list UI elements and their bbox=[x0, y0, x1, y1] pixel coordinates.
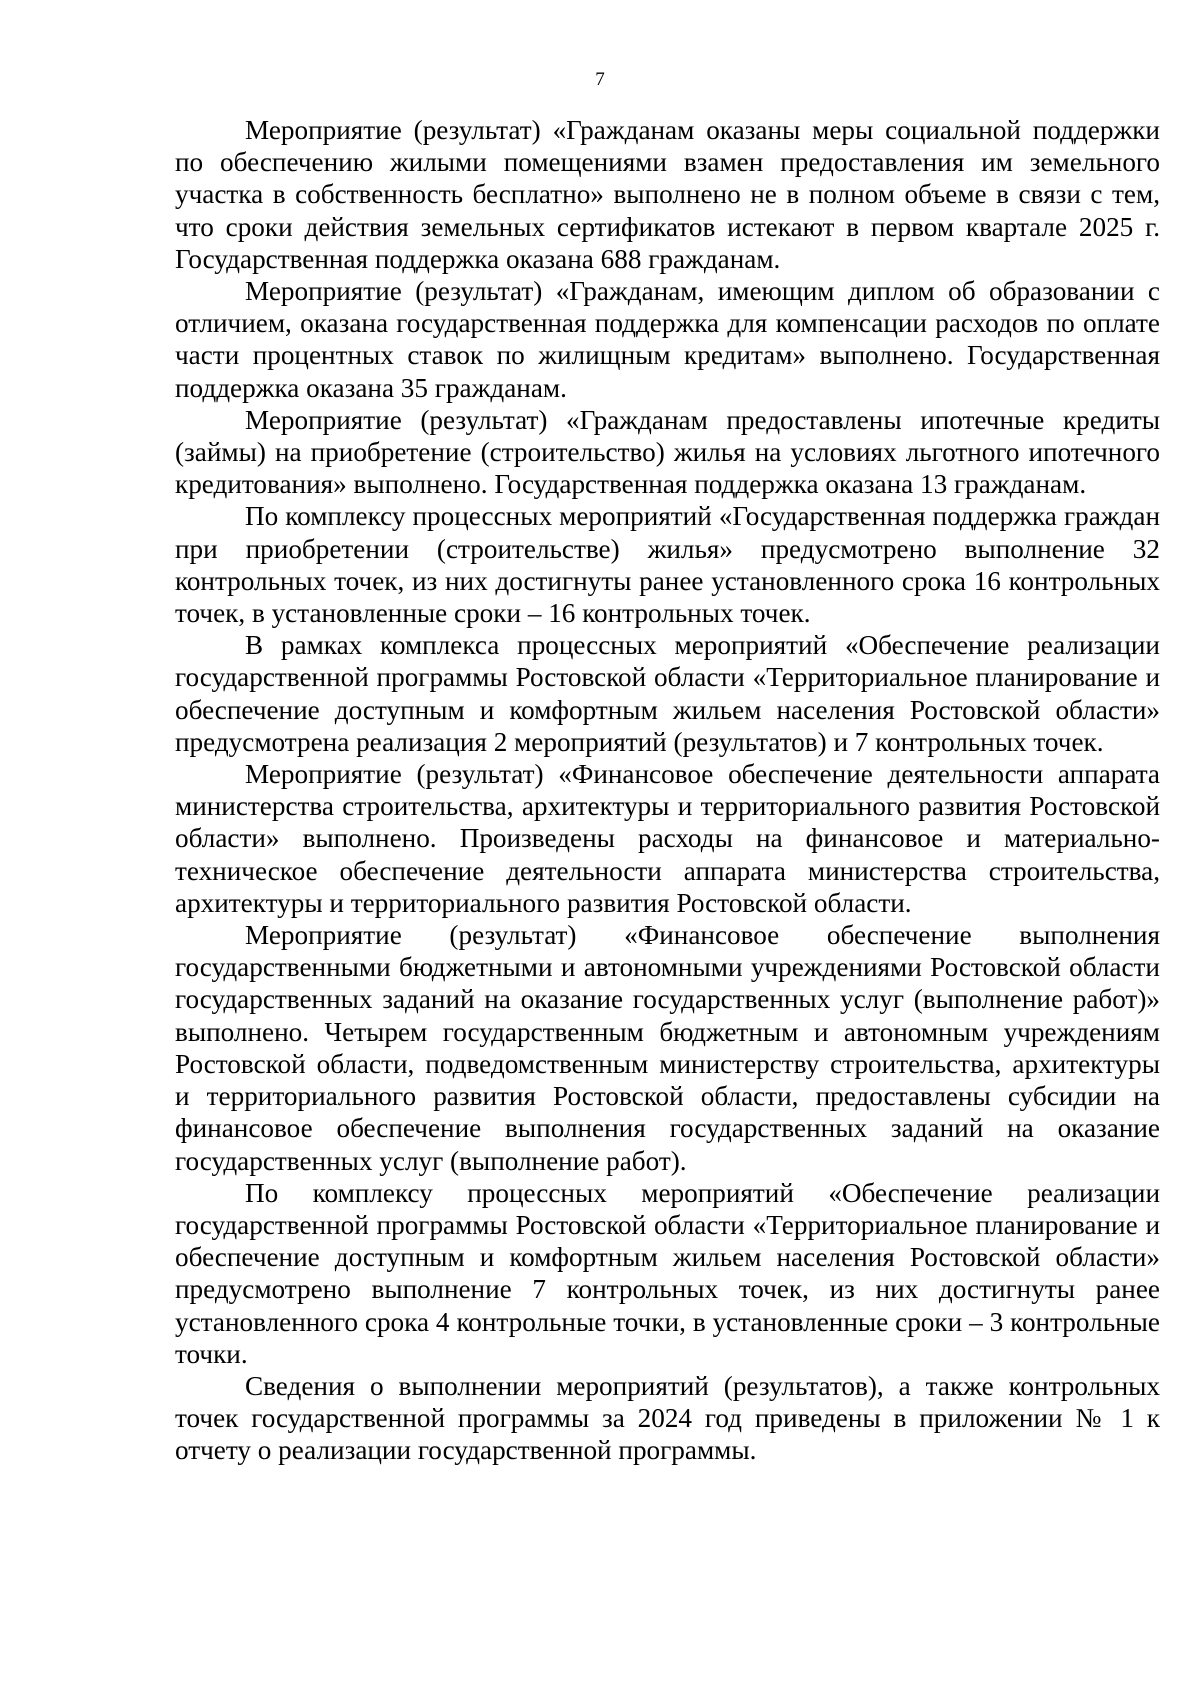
paragraph-program-implementation-complex: В рамках комплекса процессных мероприятий «Обеспечение реализации государственной программы Ростовской области «Территориальное планирование и обеспечение доступным и комфортным жильем населения Ростовской области» предусмотрена реализация 2 мероприятий (результатов) и 7 контрольных точек. bbox=[175, 630, 1160, 757]
paragraph-measure-diploma-support: Мероприятие (результат) «Гражданам, имеющим диплом об образовании с отличием, оказана государственная поддержка для компенсации расходов по оплате части процентных ставок по жилищным кредитам» выполнено. Государственная поддержка оказана 35 гражданам. bbox=[175, 276, 1160, 403]
paragraph-measure-state-assignments: Мероприятие (результат) «Финансовое обеспечение выполнения государственными бюджетными и автономными учреждениями Ростовской области государственных заданий на оказание государственных услуг (выполнение работ)» выполнено. Четырем государственным бюджетным и автономным учреждениям Ростовской области, подведомственным министерству строительства, архитектуры и территориального развития Ростовской области, предоставлены субсидии на финансовое обеспечение выполнения государственных заданий на оказание государственных услуг (выполнение работ). bbox=[175, 920, 1160, 1176]
paragraph-measure-land-certificates: Мероприятие (результат) «Гражданам оказаны меры социальной поддержки по обеспечению жилыми помещениями взамен предоставления им земельного участка в собственность бесплатно» выполнено не в полном объеме в связи с тем, что сроки действия земельных сертификатов истекают в первом квартале 2025 г. Государственная поддержка оказана 688 гражданам. bbox=[175, 115, 1160, 274]
paragraph-appendix-reference: Сведения о выполнении мероприятий (результатов), а также контрольных точек государственной программы за 2024 год приведены в приложении № 1 к отчету о реализации государственной программы. bbox=[175, 1370, 1160, 1466]
paragraph-measure-mortgage-loans: Мероприятие (результат) «Гражданам предоставлены ипотечные кредиты (займы) на приобретение (строительство) жилья на условиях льготного ипотечного кредитования» выполнено. Государственная поддержка оказана 13 гражданам. bbox=[175, 404, 1160, 500]
page-number: 7 bbox=[595, 69, 605, 90]
paragraph-measure-ministry-financing: Мероприятие (результат) «Финансовое обеспечение деятельности аппарата министерства строительства, архитектуры и территориального развития Ростовской области» выполнено. Произведены расходы на финансовое и материально-техническое обеспечение деятельности аппарата министерства строительства, архитектуры и территориального развития Ростовской области. bbox=[175, 759, 1160, 918]
document-body bbox=[175, 114, 1160, 1467]
paragraph-housing-support-checkpoints: По комплексу процессных мероприятий «Государственная поддержка граждан при приобретении (строительстве) жилья» предусмотрено выполнение 32 контрольных точек, из них достигнуты ранее установленного срока 16 контрольных точек, в установленные сроки – 16 контрольных точек. bbox=[175, 501, 1160, 629]
paragraph-program-implementation-checkpoints: По комплексу процессных мероприятий «Обеспечение реализации государственной программы Ростовской области «Территориальное планирование и обеспечение доступным и комфортным жильем населения Ростовской области» предусмотрено выполнение 7 контрольных точек, из них достигнуты ранее установленного срока 4 контрольные точки, в установленные сроки – 3 контрольные точки. bbox=[175, 1177, 1160, 1369]
